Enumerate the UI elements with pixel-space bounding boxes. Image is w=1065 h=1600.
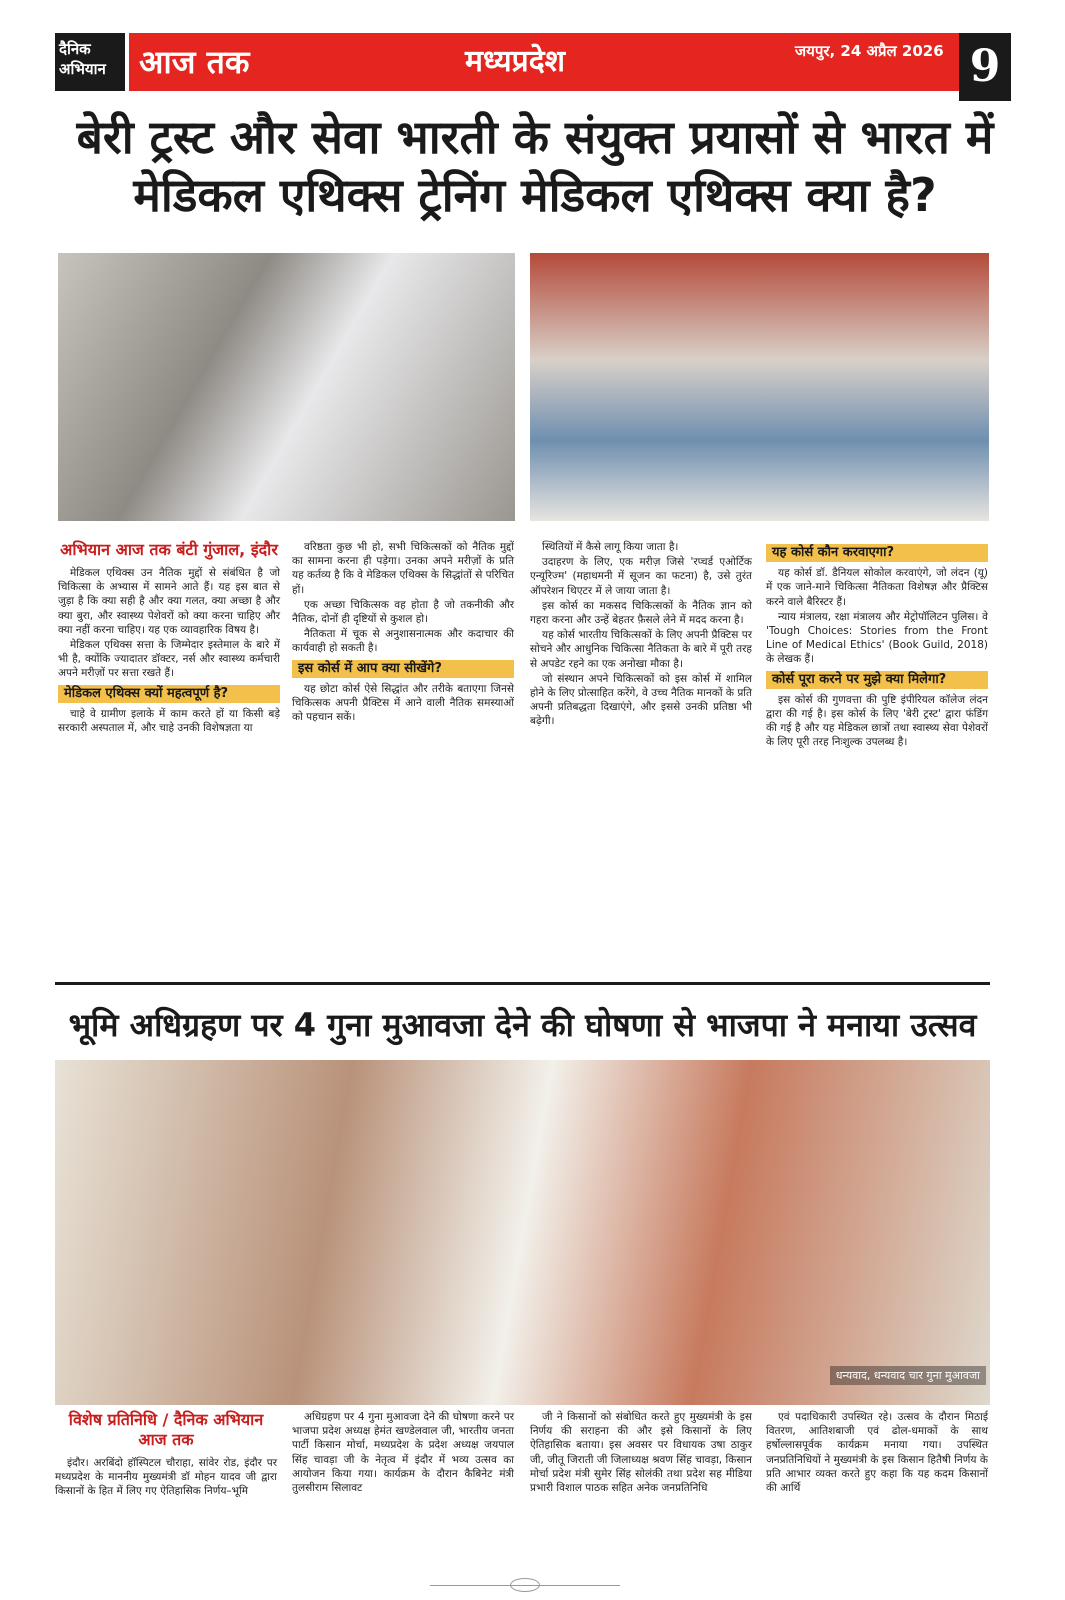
subhead: कोर्स पूरा करने पर मुझे क्या मिलेगा? <box>766 671 988 689</box>
section-divider <box>55 982 990 985</box>
masthead <box>55 33 1010 93</box>
story2-col2 <box>292 1410 514 1496</box>
paragraph: यह कोर्स भारतीय चिकित्सकों के लिए अपनी प्रैक्टिस पर सोचने और आधुनिक चिकित्सा नैतिकता के बारे में पूरी तरह से अपडेट रहने का एक अनोखा मौका है। <box>530 629 752 670</box>
story1-col2 <box>292 540 514 725</box>
story2-col4 <box>766 1410 988 1496</box>
story1-photo-audience <box>530 253 989 521</box>
paragraph: न्याय मंत्रालय, रक्षा मंत्रालय और मेट्रोपॉलिटन पुलिस। वे 'Tough Choices: Stories from the Front Line of Medical Ethics' (Book Guild, 2018) के लेखक हैं। <box>766 610 988 666</box>
paragraph: एवं पदाधिकारी उपस्थित रहे। उत्सव के दौरान मिठाई वितरण, आतिशबाजी एवं ढोल-धमाकों के साथ हर्षोल्लासपूर्वक कार्यक्रम मनाया गया। उपस्थित जनप्रतिनिधियों ने मुख्यमंत्री के इस किसान हितैषी निर्णय के प्रति आभार व्यक्त करते हुए कहा कि यह कदम किसानों की आर्थि <box>766 1411 988 1495</box>
paragraph: उदाहरण के लिए, एक मरीज़ जिसे 'रप्चर्ड एओर्टिक एन्यूरिज्म' (महाधमनी में सूजन का फटना) है, उसे तुरंत ऑपरेशन थिएटर में ले जाया जाता है। <box>530 556 752 597</box>
paragraph: मेडिकल एथिक्स उन नैतिक मुद्दों से संबंधित है जो चिकित्सा के अभ्यास में सामने आते हैं। यह इस बात से जुड़ा है कि क्या सही है और क्या गलत, क्या अच्छा है और क्या बुरा, और स्वास्थ्य पेशेवरों को क्या करना चाहिए और क्या नहीं करना चाहिए। यह एक व्यावहारिक विषय है। <box>58 567 280 636</box>
page-number: 9 <box>959 33 1011 101</box>
paragraph: यह छोटा कोर्स ऐसे सिद्धांत और तरीके बताएगा जिनसे चिकित्सक अपनी प्रैक्टिस में आने वाली नैतिक समस्याओं को पहचान सकें। <box>292 682 514 724</box>
paragraph: स्थितियों में कैसे लागू किया जाता है। <box>542 541 679 553</box>
story1-col4 <box>766 540 988 751</box>
paragraph: इंदौर। अरबिंदो हॉस्पिटल चौराहा, सांवेर रोड, इंदौर पर मध्यप्रदेश के माननीय मुख्यमंत्री डॉ मोहन यादव जी द्वारा किसानों के हित में लिए गए ऐतिहासिक निर्णय–भूमि <box>55 1457 277 1498</box>
dateline: जयपुर, 24 अप्रैल 2026 <box>795 42 944 60</box>
paragraph: यह कोर्स डॉ. डैनियल सोकोल करवाएंगे, जो लंदन (यू) में एक जाने-माने चिकित्सा नैतिकता विशेषज्ञ और प्रैक्टिस करने वाले बैरिस्टर हैं। <box>766 567 988 608</box>
paragraph: इस कोर्स का मकसद चिकित्सकों के नैतिक ज्ञान को गहरा करना और उन्हें बेहतर फ़ैसले लेने में मदद करना है। <box>530 599 752 627</box>
story1-photo-speaker <box>58 253 515 521</box>
brand-line2: अभियान <box>59 60 106 78</box>
paragraph: एक अच्छा चिकित्सक वह होता है जो तकनीकी और नैतिक, दोनों ही दृष्टियों से कुशल हो। <box>292 598 514 626</box>
paragraph: इस कोर्स की गुणवत्ता की पुष्टि इंपीरियल कॉलेज लंदन द्वारा की गई है। इस कोर्स के लिए 'बेरी ट्रस्ट' द्वारा फंडिंग की गई है और यह मेडिकल छात्रों तथा स्वास्थ्य सेवा पेशेवरों के लिए पूरी तरह निःशुल्क उपलब्ध है। <box>766 693 988 749</box>
brand-line1: दैनिक <box>59 40 91 58</box>
story1-headline: बेरी ट्रस्ट और सेवा भारती के संयुक्त प्रयासों से भारत में मेडिकल एथिक्स ट्रेनिंग मेडिकल एथिक्स क्या है? <box>76 110 994 222</box>
story1-col1 <box>58 540 280 736</box>
registration-mark-icon <box>510 1578 540 1592</box>
story2-col1 <box>55 1410 277 1500</box>
paragraph: वरिष्ठता कुछ भी हो, सभी चिकित्सकों को नैतिक मुद्दों का सामना करना ही पड़ेगा। उनका अपने मरीज़ों के प्रति यह कर्तव्य है कि वे मेडिकल एथिक्स के सिद्धांतों से परिचित हों। <box>292 541 514 596</box>
paragraph: अधिग्रहण पर 4 गुना मुआवजा देने की घोषणा करने पर भाजपा प्रदेश अध्यक्ष हेमंत खण्डेलवाल जी, भारतीय जनता पार्टी किसान मोर्चा, मध्यप्रदेश के प्रदेश अध्यक्ष जयपाल सिंह चावड़ा जी के नेतृत्व में इंदौर में भव्य उत्सव का आयोजन किया गया। कार्यक्रम के दौरान कैबिनेट मंत्री तुलसीराम सिलावट <box>292 1411 514 1495</box>
story1-byline: अभियान आज तक बंटी गुंजाल, इंदौर <box>60 540 278 559</box>
placard-text: धन्यवाद, धन्यवाद चार गुना मुआवजा <box>830 1366 986 1385</box>
story2-byline: विशेष प्रतिनिधि / दैनिक अभियान आज तक <box>68 1410 264 1449</box>
paragraph: जी ने किसानों को संबोधित करते हुए मुख्यमंत्री के इस निर्णय की सराहना की और इसे किसानों के लिए ऐतिहासिक बताया। इस अवसर पर विधायक उषा ठाकुर जी, जीतू जिराती जी जिलाध्यक्ष श्रवण सिंह चावड़ा, किसान मोर्चा प्रदेश मंत्री सुमेर सिंह सोलंकी तथा प्रदेश सह मीडिया प्रभारी विशाल पाठक सहित अनेक जनप्रतिनिधि <box>530 1411 752 1495</box>
subhead: मेडिकल एथिक्स क्यों महत्वपूर्ण है? <box>58 685 280 703</box>
brand-logo-box <box>55 33 125 91</box>
subhead: यह कोर्स कौन करवाएगा? <box>766 544 988 562</box>
story1-col3 <box>530 540 752 730</box>
story2-col3 <box>530 1410 752 1496</box>
paragraph: मेडिकल एथिक्स सत्ता के जिम्मेदार इस्तेमाल के बारे में भी है, क्योंकि ज्यादातर डॉक्टर, नर्स और स्वास्थ्य कर्मचारी अपने मरीज़ों पर सत्ता रखते हैं। <box>58 639 280 680</box>
paragraph: चाहे वे ग्रामीण इलाके में काम करते हों या किसी बड़े सरकारी अस्पताल में, और चाहे उनकी विशेषज्ञता या <box>58 707 280 735</box>
story2-photo-celebration <box>55 1060 990 1405</box>
paragraph: नैतिकता में चूक से अनुशासनात्मक और कदाचार की कार्यवाही हो सकती है। <box>292 628 514 655</box>
paragraph: जो संस्थान अपने चिकित्सकों को इस कोर्स में शामिल होने के लिए प्रोत्साहित करेंगे, वे उच्च नैतिक मानकों के प्रति अपनी प्रतिबद्धता दिखाएंगे, और इससे उनकी प्रतिष्ठा भी बढ़ेगी। <box>530 672 752 728</box>
subhead: इस कोर्स में आप क्या सीखेंगे? <box>292 660 514 678</box>
section-label: मध्यप्रदेश <box>465 44 566 79</box>
story2-headline: भूमि अधिग्रहण पर 4 गुना मुआवजा देने की घोषणा से भाजपा ने मनाया उत्सव <box>68 1006 977 1044</box>
brand-name: आज तक <box>129 33 289 91</box>
